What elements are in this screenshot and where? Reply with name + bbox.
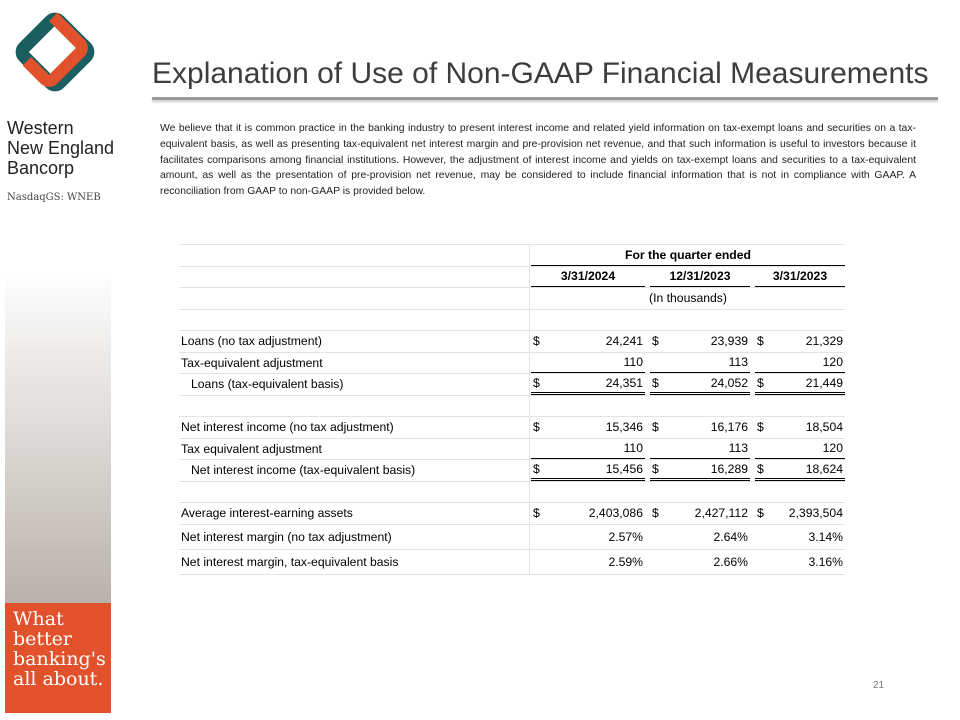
company-logo-icon bbox=[4, 5, 100, 101]
currency-symbol: $ bbox=[652, 375, 659, 390]
spacer-row bbox=[179, 481, 845, 503]
cell-value: 24,052 bbox=[710, 375, 748, 390]
cell-value: 24,351 bbox=[605, 375, 643, 390]
value-cell bbox=[650, 417, 750, 438]
ticker: NasdaqGS: WNEB bbox=[7, 192, 101, 203]
table-row bbox=[179, 459, 845, 481]
company-name-line: New England bbox=[7, 138, 115, 158]
tagline-line: better bbox=[13, 628, 73, 650]
cell-value: 110 bbox=[623, 355, 643, 370]
row-label: Loans (tax-equivalent basis) bbox=[179, 374, 530, 395]
currency-symbol: $ bbox=[533, 375, 540, 390]
column-header: 12/31/2023 bbox=[650, 267, 750, 288]
currency-symbol: $ bbox=[757, 506, 764, 521]
cell-value: 3.16% bbox=[808, 554, 843, 569]
cell-value: 21,449 bbox=[805, 375, 843, 390]
value-cell bbox=[650, 353, 750, 374]
table-row bbox=[179, 549, 845, 575]
units-label: (In thousands) bbox=[649, 291, 727, 306]
row-label: Net interest income (no tax adjustment) bbox=[179, 417, 530, 438]
page-number: 21 bbox=[873, 680, 885, 691]
table-row bbox=[179, 438, 845, 460]
cell-value: 2,403,086 bbox=[588, 506, 643, 521]
tagline-line: What bbox=[13, 608, 64, 630]
currency-symbol: $ bbox=[652, 420, 659, 435]
tagline bbox=[5, 603, 111, 713]
currency-symbol: $ bbox=[652, 461, 659, 476]
row-label: Loans (no tax adjustment) bbox=[179, 331, 530, 352]
row-label: Average interest-earning assets bbox=[179, 503, 530, 524]
row-label: Tax equivalent adjustment bbox=[179, 439, 530, 460]
value-cell bbox=[531, 439, 645, 460]
cell-value: 120 bbox=[822, 441, 843, 456]
currency-symbol: $ bbox=[757, 420, 764, 435]
currency-symbol: $ bbox=[652, 506, 659, 521]
row-label: Net interest margin (no tax adjustment) bbox=[179, 525, 530, 549]
currency-symbol: $ bbox=[757, 334, 764, 349]
column-header: 3/31/2024 bbox=[531, 267, 645, 288]
company-name-line: Bancorp bbox=[7, 158, 75, 178]
date-row bbox=[179, 266, 845, 288]
value-cell bbox=[650, 525, 750, 549]
cell-value: 110 bbox=[623, 441, 643, 456]
cell-value: 120 bbox=[822, 355, 843, 370]
currency-symbol: $ bbox=[533, 334, 540, 349]
spacer-row bbox=[179, 309, 845, 331]
header-row bbox=[179, 244, 845, 266]
units-row bbox=[179, 287, 845, 309]
intro-paragraph: We believe that it is common practice in the banking industry to present interest income and related yield information on tax-exempt loans and securities on a tax-equivalent basis, as well as presenting tax-equivalent net interest margin and pre-provision net revenue, and that such information is useful to investors because it facilitates comparisons among financial institutions. However, the adjustment of interest income and yields on tax-exempt loans and securities to a tax-equivalent amount, as well as the presentation of pre-provision net revenue, may be considered to include financial information that is not in compliance with GAAP. A reconciliation from GAAP to non-GAAP is provided below. bbox=[160, 123, 916, 198]
company-name bbox=[7, 118, 114, 178]
period-header: For the quarter ended bbox=[531, 245, 845, 266]
value-cell bbox=[755, 353, 845, 374]
value-cell bbox=[755, 417, 845, 438]
cell-value: 15,456 bbox=[605, 461, 643, 476]
cell-value: 3.14% bbox=[808, 529, 843, 544]
cell-value: 23,939 bbox=[710, 334, 748, 349]
value-cell bbox=[531, 503, 645, 524]
table-row bbox=[179, 330, 845, 352]
reconciliation-table bbox=[179, 244, 845, 575]
table-row bbox=[179, 352, 845, 374]
value-cell bbox=[755, 331, 845, 352]
currency-symbol: $ bbox=[533, 420, 540, 435]
cell-value: 24,241 bbox=[605, 334, 643, 349]
cell-value: 2.57% bbox=[608, 529, 643, 544]
value-cell bbox=[650, 374, 750, 395]
value-cell bbox=[531, 331, 645, 352]
title-divider bbox=[152, 97, 938, 100]
cell-value: 15,346 bbox=[605, 420, 643, 435]
value-cell bbox=[650, 331, 750, 352]
table-row bbox=[179, 502, 845, 524]
value-cell bbox=[531, 550, 645, 574]
tagline-line: all about. bbox=[13, 668, 104, 690]
cell-value: 2,427,112 bbox=[694, 506, 748, 521]
value-cell bbox=[650, 550, 750, 574]
value-cell bbox=[755, 439, 845, 460]
value-cell bbox=[755, 503, 845, 524]
value-cell bbox=[755, 525, 845, 549]
spacer-row bbox=[179, 395, 845, 417]
sidebar-gradient bbox=[5, 270, 111, 605]
currency-symbol: $ bbox=[533, 506, 540, 521]
cell-value: 2.66% bbox=[713, 554, 748, 569]
value-cell bbox=[531, 374, 645, 395]
value-cell bbox=[531, 460, 645, 481]
value-cell bbox=[650, 439, 750, 460]
value-cell bbox=[755, 550, 845, 574]
page-title: Explanation of Use of Non-GAAP Financial Measurements bbox=[152, 57, 929, 90]
value-cell bbox=[755, 460, 845, 481]
cell-value: 113 bbox=[728, 441, 748, 456]
tagline-line: banking's bbox=[13, 648, 106, 670]
row-label: Tax-equivalent adjustment bbox=[179, 353, 530, 374]
table-row bbox=[179, 373, 845, 395]
cell-value: 16,176 bbox=[710, 420, 748, 435]
value-cell bbox=[755, 374, 845, 395]
table-row bbox=[179, 524, 845, 549]
cell-value: 2.59% bbox=[608, 554, 643, 569]
cell-value: 21,329 bbox=[805, 334, 843, 349]
column-header: 3/31/2023 bbox=[755, 267, 845, 288]
value-cell bbox=[531, 525, 645, 549]
value-cell bbox=[531, 353, 645, 374]
cell-value: 18,504 bbox=[805, 420, 843, 435]
cell-value: 18,624 bbox=[805, 461, 843, 476]
cell-value: 2,393,504 bbox=[788, 506, 843, 521]
currency-symbol: $ bbox=[652, 334, 659, 349]
table-row bbox=[179, 416, 845, 438]
cell-value: 113 bbox=[728, 355, 748, 370]
company-name-line: Western bbox=[7, 118, 74, 138]
currency-symbol: $ bbox=[757, 375, 764, 390]
cell-value: 16,289 bbox=[710, 461, 748, 476]
value-cell bbox=[531, 417, 645, 438]
row-label: Net interest margin, tax-equivalent basis bbox=[179, 550, 530, 574]
value-cell bbox=[650, 460, 750, 481]
currency-symbol: $ bbox=[533, 461, 540, 476]
cell-value: 2.64% bbox=[713, 529, 748, 544]
row-label: Net interest income (tax-equivalent basis) bbox=[179, 460, 530, 481]
currency-symbol: $ bbox=[757, 461, 764, 476]
value-cell bbox=[650, 503, 750, 524]
